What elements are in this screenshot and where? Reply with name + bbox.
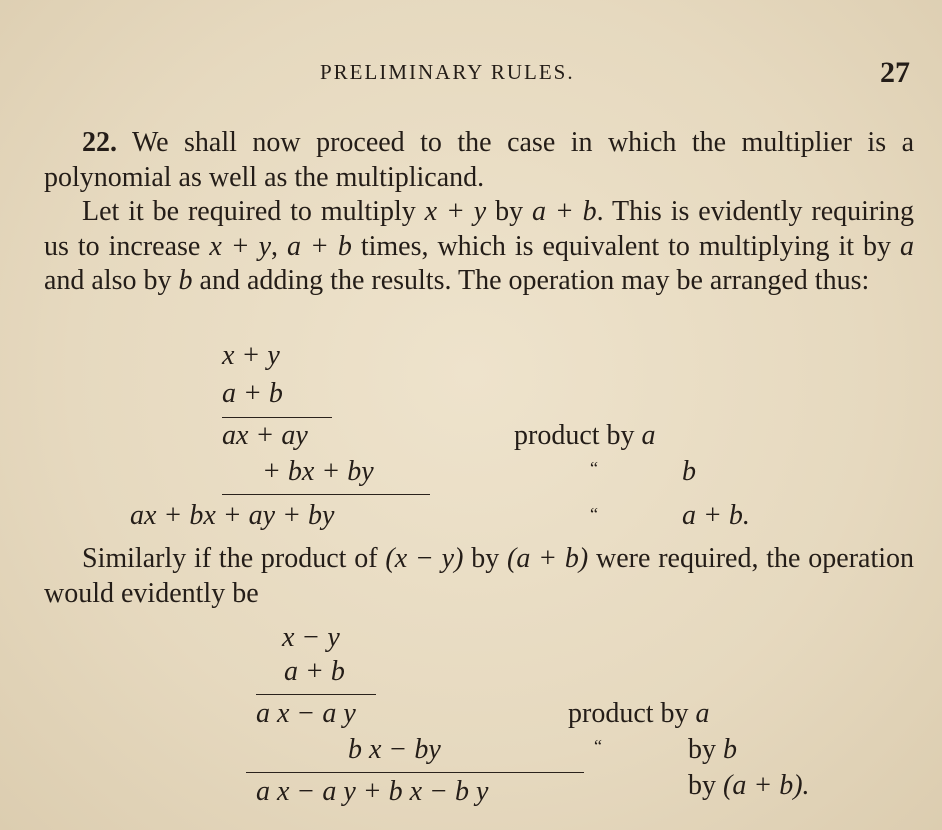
annotation-variable: b — [682, 456, 696, 487]
text-run: and also by — [44, 265, 179, 296]
rule-line — [222, 494, 430, 495]
partial-product-a: ax + ay — [222, 420, 308, 451]
annotation-text: product by — [568, 698, 689, 729]
partial-product-a: a x − a y — [256, 698, 356, 729]
annotation-product-by — [568, 698, 710, 730]
math-expression: b — [178, 265, 193, 296]
text-run: times, which is equivalent to multiplying it by — [351, 230, 901, 262]
paragraph-similarly — [44, 542, 914, 611]
annotation-variable: b — [723, 734, 737, 765]
section-number: 22. — [82, 127, 117, 158]
partial-product-b: + bx + by — [262, 456, 374, 487]
paragraph-22 — [44, 126, 914, 195]
page-number: 27 — [880, 56, 910, 89]
math-expression: x + y — [424, 196, 487, 227]
text-run: by — [463, 543, 508, 574]
paragraph-multiply-explanation — [44, 195, 914, 299]
annotation-by-b — [688, 734, 737, 766]
ditto-mark: “ — [590, 504, 598, 524]
math-expression: (a + b) — [507, 543, 589, 574]
multiplicand: x + y — [222, 340, 280, 371]
paragraph-text: We shall now proceed to the case in which the multiplier is a polynomial as well as the multiplicand. — [44, 127, 914, 193]
annotation-text: by — [688, 734, 716, 765]
ditto-mark: “ — [594, 736, 602, 756]
math-expression: a + b — [287, 230, 352, 262]
math-expression: (x − y) — [385, 543, 464, 574]
running-title: PRELIMINARY RULES. — [320, 60, 575, 84]
annotation-product-by — [514, 420, 656, 452]
text-run: Let it be required to multiply — [82, 196, 425, 227]
text-run: and adding the results. The operation may be arranged thus: — [192, 265, 870, 296]
annotation-variable-b — [682, 456, 696, 488]
text-run: , — [271, 230, 287, 262]
running-head — [0, 56, 942, 92]
total-product: a x − a y + b x − b y — [256, 776, 489, 807]
multiplier: a + b — [222, 378, 283, 409]
annotation-variable: a + b. — [682, 500, 750, 531]
math-expression: x + y — [209, 230, 272, 262]
text-run: . This is evidently requiring us to increase — [44, 196, 915, 262]
rule-line — [246, 772, 584, 773]
annotation-variable: (a + b). — [723, 770, 810, 801]
annotation-by-a-plus-b — [688, 770, 810, 802]
text-run: by — [486, 196, 532, 227]
text-run: Similarly if the product of — [82, 543, 386, 574]
math-expression: a — [900, 230, 915, 262]
ditto-mark: “ — [590, 458, 598, 478]
annotation-variable-a-plus-b — [682, 500, 750, 532]
annotation-variable: a — [641, 420, 656, 451]
math-expression: a + b — [531, 196, 597, 227]
partial-product-b: b x − by — [348, 734, 441, 765]
annotation-variable: a — [695, 698, 710, 729]
multiplier: a + b — [284, 656, 345, 687]
annotation-text: by — [688, 770, 716, 801]
annotation-text: product by — [514, 420, 635, 451]
text-run: were required, the operation would evidently be — [44, 543, 915, 609]
rule-line — [222, 417, 332, 418]
rule-line — [256, 694, 376, 695]
total-product: ax + bx + ay + by — [130, 500, 335, 531]
multiplicand: x − y — [282, 622, 340, 653]
